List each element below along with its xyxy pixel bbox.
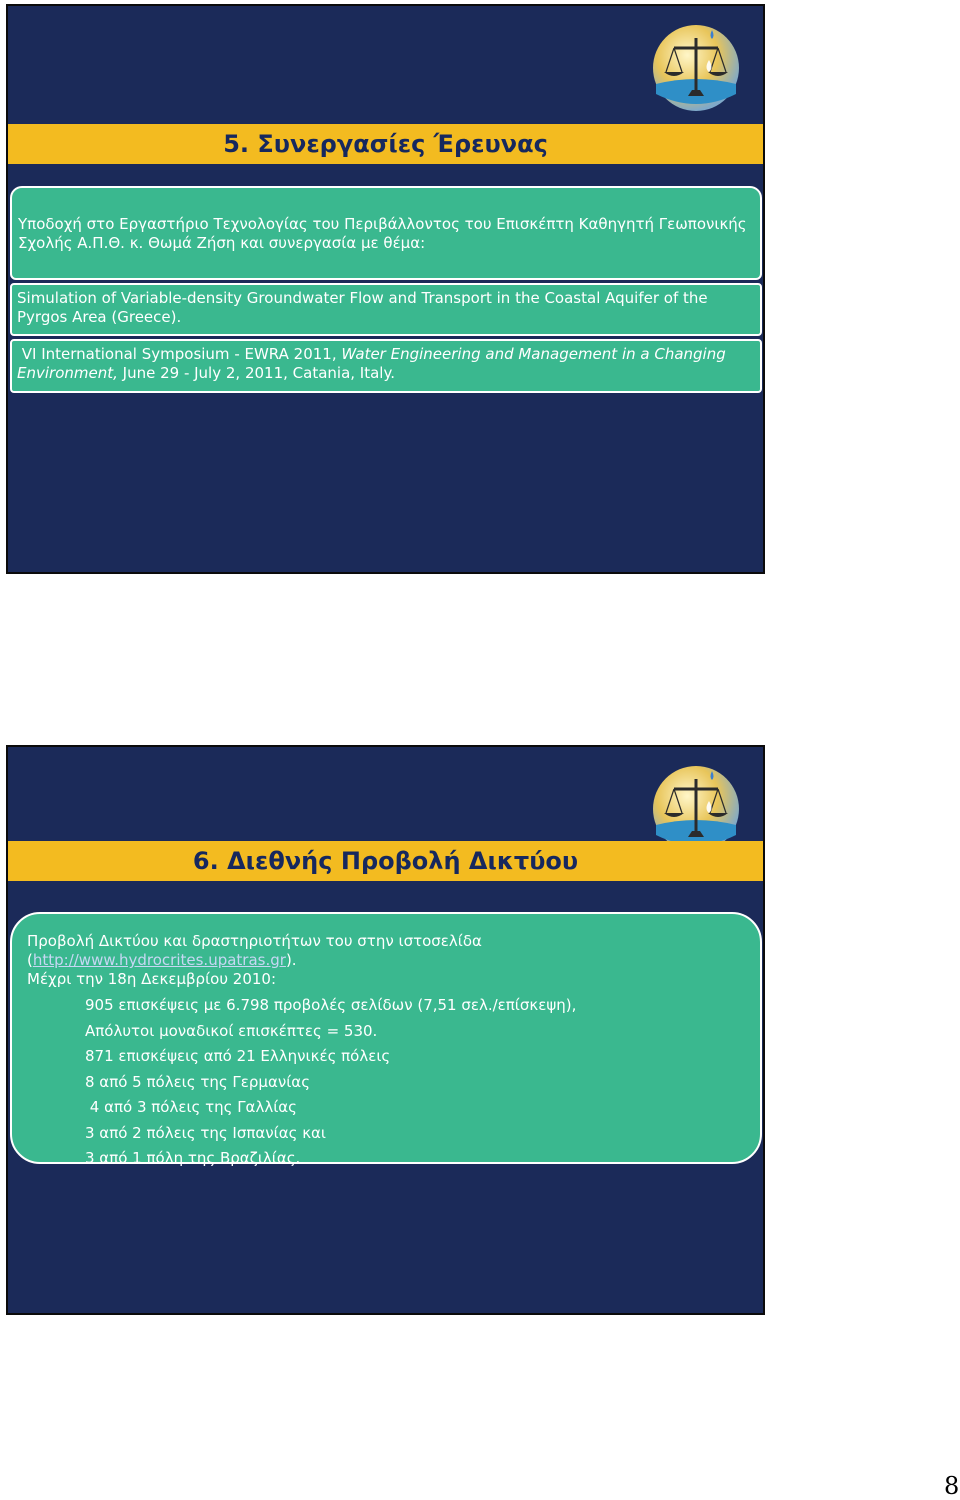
intro-text-box xyxy=(10,186,762,280)
project-title: Simulation of Variable-density Groundwater Flow and Transport in the Coastal Aquifer of the Pyrgos Area (Greece). xyxy=(17,289,708,326)
stat-item: 905 επισκέψεις με 6.798 προβολές σελίδων (7,51 σελ./επίσκεψη), xyxy=(85,996,577,1014)
visit-statistics-list xyxy=(27,996,746,1168)
symposium-text-box xyxy=(10,339,762,393)
stat-item: 871 επισκέψεις από 21 Ελληνικές πόλεις xyxy=(85,1047,391,1065)
symposium-name: VI International Symposium - EWRA 2011, xyxy=(21,345,342,363)
stat-item: 3 από 1 πόλη της Βραζιλίας. xyxy=(85,1149,301,1167)
website-link[interactable]: http://www.hydrocrites.upatras.gr xyxy=(32,951,286,969)
stat-item: Απόλυτοι μοναδικοί επισκέπτες = 530. xyxy=(85,1021,378,1040)
slide-international-promotion xyxy=(6,745,765,1315)
page-number: 8 xyxy=(944,1472,960,1500)
slide-research-collaborations xyxy=(6,4,765,574)
network-promotion-box xyxy=(10,912,762,1167)
slide-title: 5. Συνεργασίες Έρευνας xyxy=(8,124,763,164)
slide-title: 6. Διεθνής Προβολή Δικτύου xyxy=(8,841,763,881)
scales-of-justice-globe-icon xyxy=(652,24,740,112)
project-text-box xyxy=(10,283,762,336)
scales-of-justice-globe-icon xyxy=(652,765,740,853)
intro-text: Υποδοχή στο Εργαστήριο Τεχνολογίας του Περιβάλλοντος του Επισκέπτη Καθηγητή Γεωπονικής Σχολής Α.Π.Θ. κ. Θωμά Ζήση και συνεργασία με θέμα: xyxy=(18,215,747,252)
symposium-theme: Water Engineering and Management in a Changing Environment, xyxy=(17,345,726,382)
stat-item: 3 από 2 πόλεις της Ισπανίας και xyxy=(85,1123,327,1142)
symposium-date-location: June 29 - July 2, 2011, Catania, Italy. xyxy=(117,364,395,382)
promotion-intro-text: Προβολή Δικτύου και δραστηριοτήτων του στην ιστοσελίδα ( xyxy=(27,932,482,969)
stat-item: 8 από 5 πόλεις της Γερμανίας xyxy=(85,1072,310,1091)
stats-since-date: Μέχρι την 18η Δεκεμβρίου 2010: xyxy=(27,970,277,988)
stat-item: 4 από 3 πόλεις της Γαλλίας xyxy=(85,1098,297,1116)
promotion-intro xyxy=(27,932,746,970)
promotion-intro-end: ). xyxy=(285,951,297,969)
